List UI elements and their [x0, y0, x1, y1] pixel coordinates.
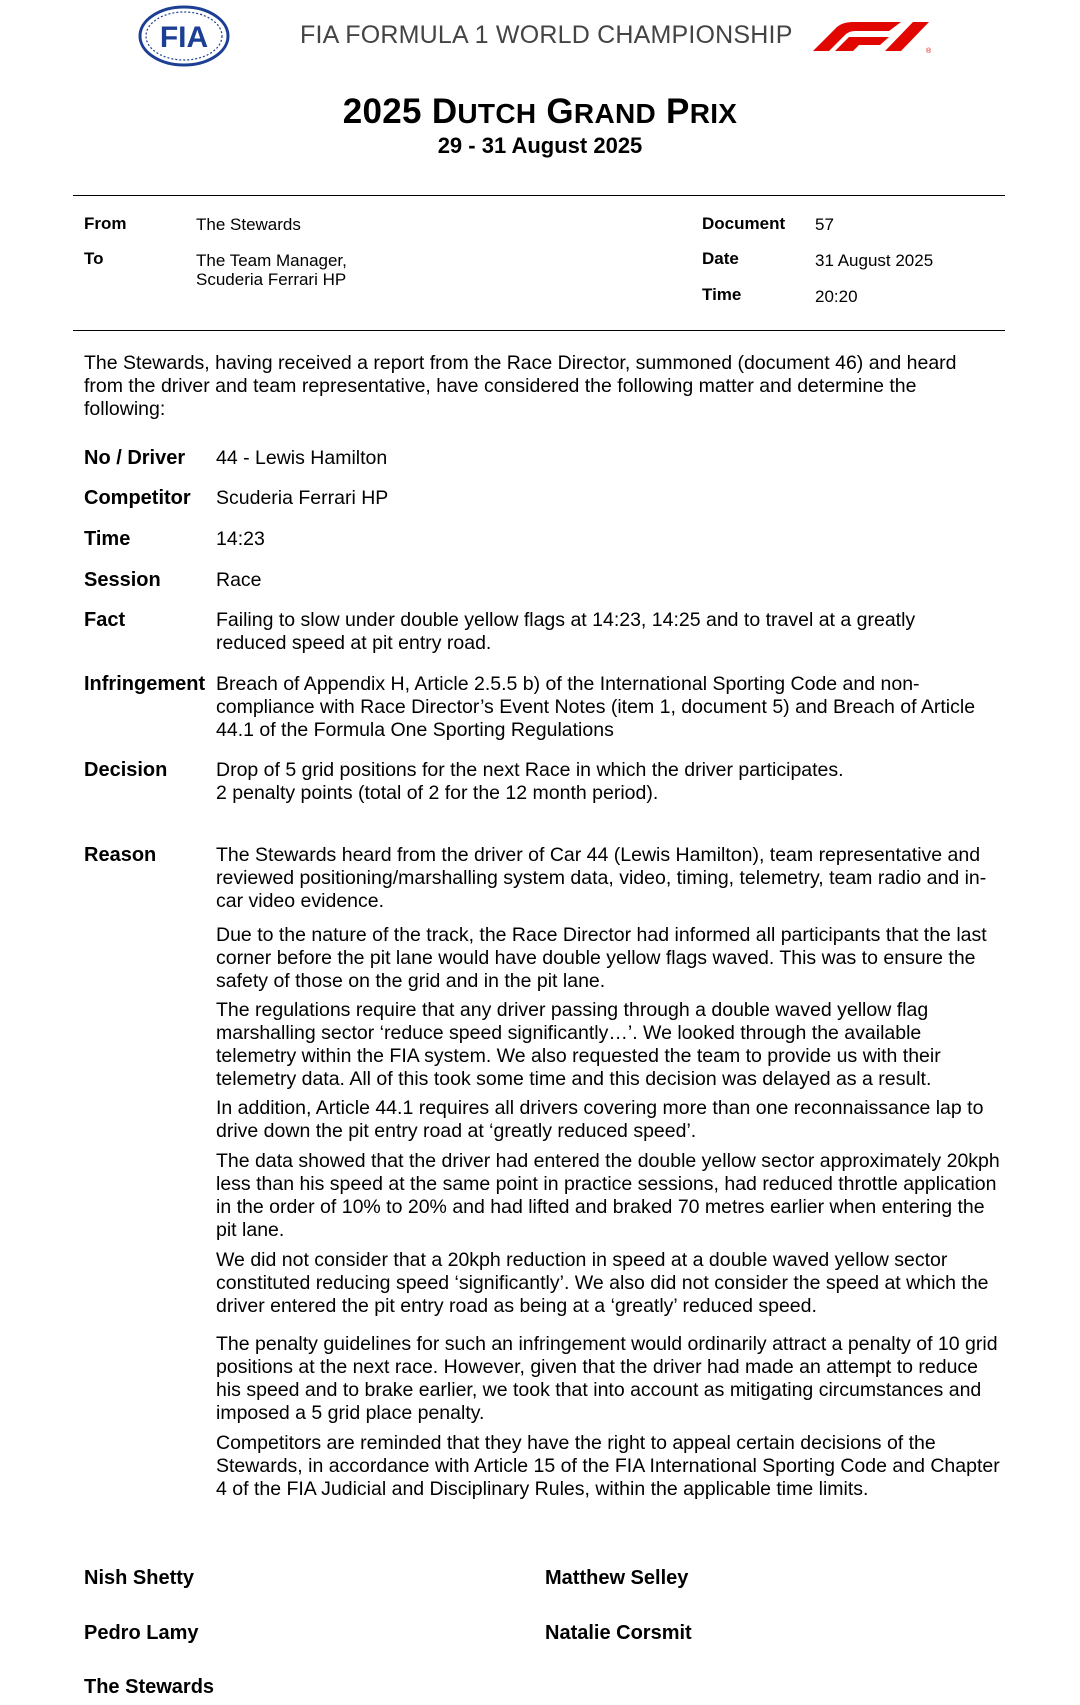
from-value: The Stewards	[196, 215, 301, 234]
reason-paragraph: The data showed that the driver had entered the double yellow sector approximately 20kph less than his speed at the same point in practice sessions, had reduced throttle application in the order of 10% to 20% and had lifted and braked 70 metres earlier when entering the pit lane.	[216, 1150, 1000, 1241]
decision-value: Drop of 5 grid positions for the next Race in which the driver participates. 2 penalty points (total of 2 for the 12 month period).	[216, 759, 844, 804]
event-dates: 29 - 31 August 2025	[437, 133, 643, 158]
session-value: Race	[216, 569, 262, 591]
divider-top	[73, 195, 1005, 196]
driver-value: 44 - Lewis Hamilton	[216, 447, 388, 469]
stewards-footer: The Stewards	[84, 1676, 215, 1698]
decision-label: Decision	[84, 759, 168, 781]
steward-name: Matthew Selley	[545, 1567, 689, 1589]
svg-text:FIA: FIA	[159, 21, 209, 54]
fact-value: Failing to slow under double yellow flags at 14:23, 14:25 and to travel at a greatly reduced speed at pit entry road.	[216, 609, 916, 654]
reason-paragraph: We did not consider that a 20kph reduction in speed at a double waved yellow sector constituted reducing speed ‘significantly’. We also did not consider the speed at which the driver entered the pit entry road as being at a ‘greatly’ reduced speed.	[216, 1249, 989, 1317]
from-label: From	[84, 214, 127, 233]
fia-logo	[138, 5, 230, 67]
reason-paragraph: The penalty guidelines for such an infringement would ordinarily attract a penalty of 10 grid positions at the next race. However, given that the driver had made an attempt to reduce his speed and to brake earlier, we took that into account as mitigating circumstances and imposed a 5 grid place penalty.	[216, 1333, 998, 1424]
page-title: 2025 DUTCH GRAND PRIX	[342, 92, 738, 131]
fact-label: Fact	[84, 609, 126, 631]
time-value: 20:20	[815, 287, 858, 306]
date-value: 31 August 2025	[815, 251, 934, 270]
reason-paragraph: In addition, Article 44.1 requires all drivers covering more than one reconnaissance lap to drive down the pit entry road at ‘greatly reduced speed’.	[216, 1097, 984, 1142]
document-label: Document	[702, 214, 786, 233]
steward-name: Nish Shetty	[84, 1567, 195, 1589]
reason-paragraph: Competitors are reminded that they have the right to appeal certain decisions of the Stewards, in accordance with Article 15 of the FIA International Sporting Code and Chapter 4 of the FIA Judicial and Disciplinary Rules, within the applicable time limits.	[216, 1432, 1000, 1500]
intro-paragraph: The Stewards, having received a report from the Race Director, summoned (document 46) and heard from the driver and team representative, have considered the following matter and determine the following:	[84, 352, 957, 420]
infringement-value: Breach of Appendix H, Article 2.5.5 b) of the International Sporting Code and non-compliance with Race Director’s Event Notes (item 1, document 5) and Breach of Article 44.1 of the Formula One Sporting Regulations	[216, 673, 976, 741]
incident-time-value: 14:23	[216, 528, 265, 550]
date-label: Date	[702, 249, 739, 268]
title-word: PRIX	[666, 92, 738, 131]
reason-paragraph: The regulations require that any driver passing through a double waved yellow flag marshalling sector ‘reduce speed significantly…’. We looked through the available telemetry within the FIA system. We also requested the team to provide us with their telemetry data. All of this took some time and this decision was delayed as a result.	[216, 999, 941, 1090]
document-number: 57	[815, 215, 834, 234]
to-value: The Team Manager, Scuderia Ferrari HP	[196, 251, 347, 289]
f1-logo	[805, 17, 935, 55]
championship-title: FIA FORMULA 1 WORLD CHAMPIONSHIP	[300, 21, 793, 49]
title-word: GRAND	[546, 92, 657, 131]
reason-paragraph: Due to the nature of the track, the Race Director had informed all participants that the last corner before the pit lane would have double yellow flags waved. This was to ensure the safety of those on the grid and in the pit lane.	[216, 924, 987, 992]
driver-label: No / Driver	[84, 447, 186, 469]
reason-label: Reason	[84, 844, 157, 866]
divider-bottom	[73, 330, 1005, 331]
time-label: Time	[702, 285, 742, 304]
steward-name: Pedro Lamy	[84, 1622, 199, 1644]
competitor-label: Competitor	[84, 487, 191, 509]
incident-time-label: Time	[84, 528, 131, 550]
to-label: To	[84, 249, 104, 268]
infringement-label: Infringement	[84, 673, 206, 695]
reason-paragraph: The Stewards heard from the driver of Car 44 (Lewis Hamilton), team representative and reviewed positioning/marshalling system data, video, timing, telemetry, team radio and in-car video evidence.	[216, 844, 987, 912]
title-word: DUTCH	[431, 92, 537, 131]
svg-text:®: ®	[926, 48, 932, 55]
steward-name: Natalie Corsmit	[545, 1622, 692, 1644]
session-label: Session	[84, 569, 161, 591]
competitor-value: Scuderia Ferrari HP	[216, 487, 389, 509]
